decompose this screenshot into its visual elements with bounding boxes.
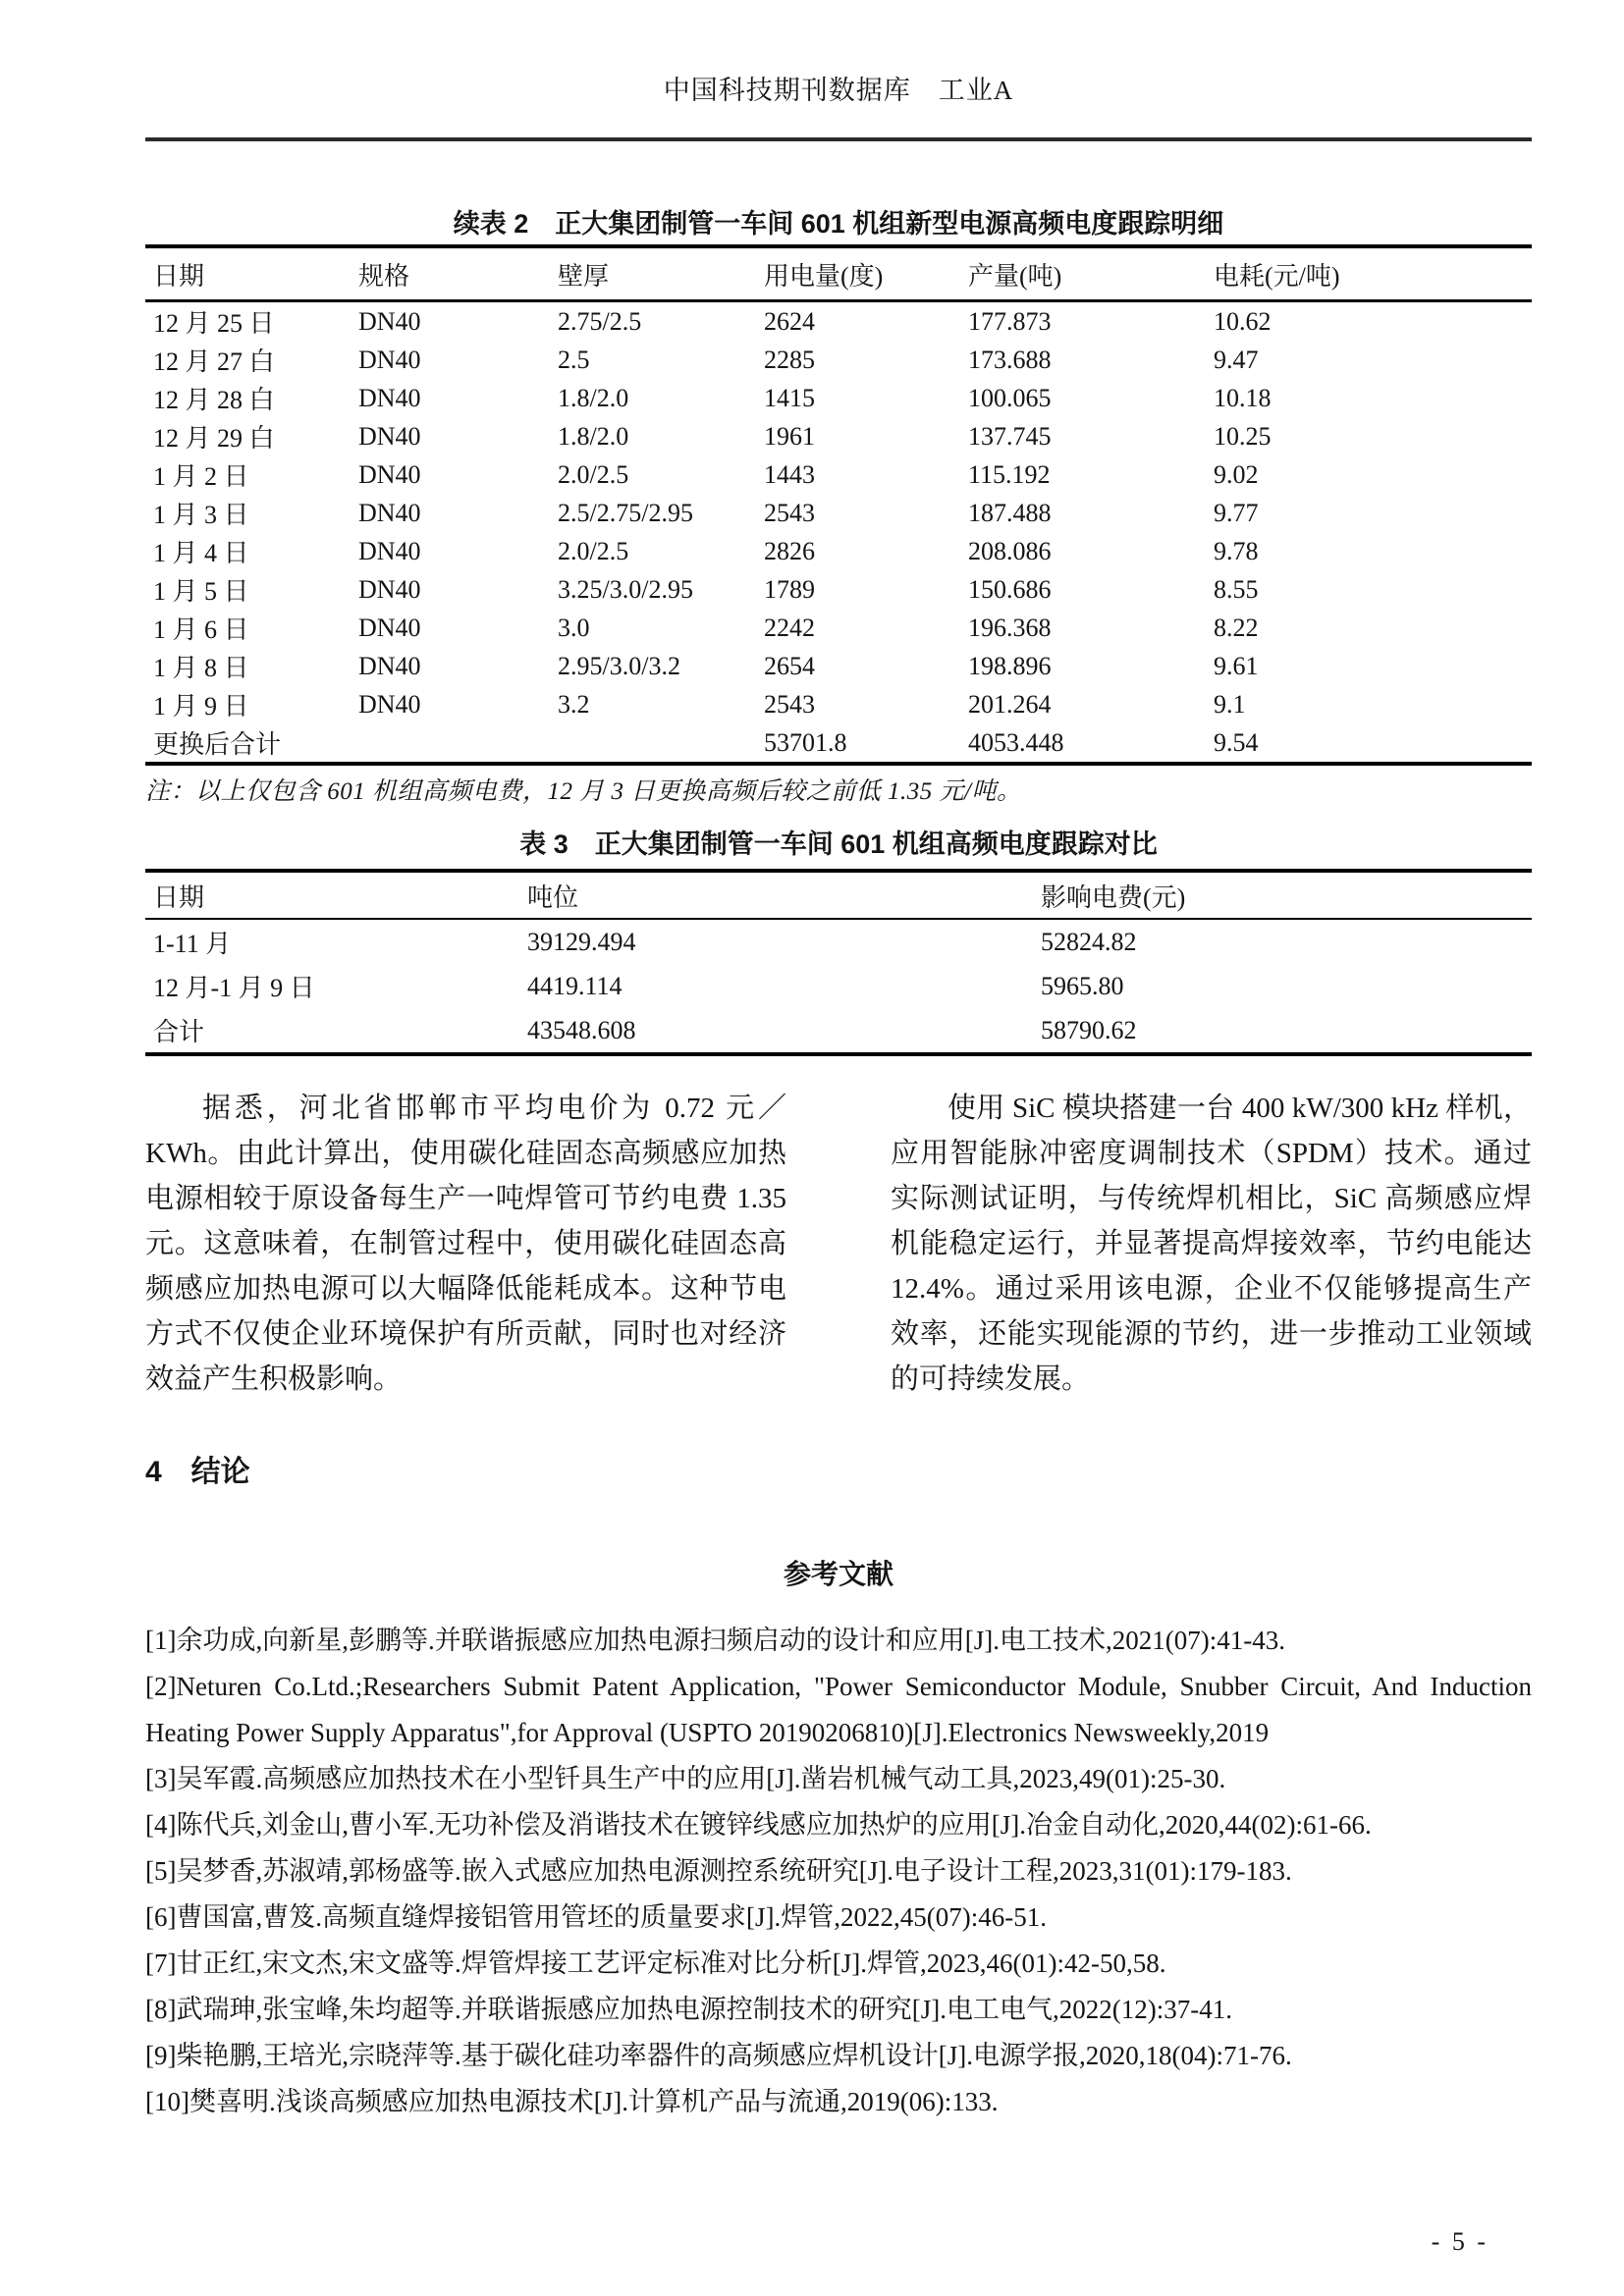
- cell-wall-thickness: 2.0/2.5: [558, 536, 629, 565]
- cell-energy-cost: 10.62: [1214, 306, 1272, 336]
- cell-power-consumption: 2624: [764, 306, 815, 336]
- reference-item: [8]武瑞珅,张宝峰,朱均超等.并联谐振感应加热电源控制技术的研究[J].电工电气,2022(12):37-41.: [145, 1995, 1232, 2024]
- cell-power-consumption: 2826: [764, 536, 815, 565]
- cell-power-consumption: 2543: [764, 689, 815, 719]
- reference-item: [6]曹国富,曹笈.高频直缝焊接铝管用管坯的质量要求[J].焊管,2022,45(07):46-51.: [145, 1902, 1047, 1932]
- column-header-output: 产量(吨): [968, 246, 1214, 301]
- table-row: [145, 570, 1532, 609]
- references-list: [145, 1618, 1532, 2125]
- reference-item: [10]樊喜明.浅谈高频感应加热电源技术[J].计算机产品与流通,2019(06):133.: [145, 2087, 999, 2116]
- cell-output: 100.065: [968, 383, 1052, 412]
- cell-energy-cost: 9.61: [1214, 651, 1259, 680]
- cell-date: 12 月-1 月 9 日: [153, 974, 315, 1002]
- table-row: [145, 417, 1532, 455]
- cell-spec: DN40: [358, 421, 421, 451]
- cell-spec: DN40: [358, 345, 421, 374]
- cell-spec: DN40: [358, 306, 421, 336]
- reference-item: [7]甘正红,宋文杰,宋文盛等.焊管焊接工艺评定标准对比分析[J].焊管,2023,46(01):42-50,58.: [145, 1949, 1166, 1978]
- cell-spec: DN40: [358, 383, 421, 412]
- cell-wall-thickness: 2.5: [558, 345, 590, 374]
- cell-date: 1 月 5 日: [153, 577, 249, 606]
- cell-tonnage: 43548.608: [527, 1015, 636, 1044]
- table3-title: 表 3 正大集团制管一车间 601 机组高频电度跟踪对比: [519, 829, 1158, 859]
- cell-date: 1 月 8 日: [153, 654, 249, 682]
- table-row: [145, 919, 1532, 964]
- table-row: [145, 532, 1532, 570]
- cell-energy-cost: 8.22: [1214, 613, 1259, 642]
- table2-body: [145, 301, 1532, 765]
- cell-date: 1-11 月: [153, 930, 232, 958]
- column-header-energy-cost: 电耗(元/吨): [1214, 246, 1532, 301]
- cell-wall-thickness: 2.0/2.5: [558, 459, 629, 489]
- column-header-power-consumption: 用电量(度): [764, 246, 968, 301]
- table-row: [145, 685, 1532, 723]
- table-row: [145, 455, 1532, 494]
- cell-power-consumption: 1961: [764, 421, 815, 451]
- column-header-spec: 规格: [358, 246, 558, 301]
- cell-energy-cost: 9.54: [1214, 727, 1259, 757]
- cell-energy-cost: 9.77: [1214, 498, 1259, 527]
- cell-energy-cost: 10.25: [1214, 421, 1272, 451]
- table-row: [145, 494, 1532, 532]
- cell-wall-thickness: 3.25/3.0/2.95: [558, 574, 693, 604]
- table-row: [145, 964, 1532, 1008]
- cell-power-consumption: 2285: [764, 345, 815, 374]
- cell-tonnage: 39129.494: [527, 927, 636, 956]
- body-text: [145, 1086, 1532, 1402]
- paragraph-right-column: 使用 SiC 模块搭建一台 400 kW/300 kHz 样机，应用智能脉冲密度调制技术（SPDM）技术。通过实际测试证明，与传统焊机相比，SiC 高频感应焊机能稳定运行，并显著提高焊接效率，节约电能达 12.4%。通过采用该电源，企业不仅能够提高生产效率，还能实现能源的节约，进一步推动工业领域的可持续发展。: [891, 1093, 1532, 1395]
- cell-spec: DN40: [358, 498, 421, 527]
- cell-output: 150.686: [968, 574, 1052, 604]
- cell-tonnage: 4419.114: [527, 971, 623, 1000]
- cell-energy-cost: 9.1: [1214, 689, 1246, 719]
- column-header-tonnage: 吨位: [527, 871, 1041, 919]
- reference-item: [2]Neturen Co.Ltd.;Researchers Submit Patent Application, "Power Semiconductor Module, Snubber Circuit, And Induction Heating Power Supply Apparatus",for Approval (USPTO 20190206810)[J].Electronics Newsweekly,2019: [145, 1672, 1532, 1747]
- column-header-wall-thickness: 壁厚: [558, 246, 764, 301]
- cell-power-consumption: 1415: [764, 383, 815, 412]
- cell-wall-thickness: 2.75/2.5: [558, 306, 642, 336]
- cell-power-consumption: 2543: [764, 498, 815, 527]
- cell-wall-thickness: 2.5/2.75/2.95: [558, 498, 693, 527]
- table-row: [145, 1008, 1532, 1054]
- table2-header-row: [145, 246, 1532, 301]
- cell-power-consumption: 1443: [764, 459, 815, 489]
- table2: [145, 244, 1532, 766]
- cell-output: 201.264: [968, 689, 1052, 719]
- cell-energy-cost: 9.02: [1214, 459, 1259, 489]
- cell-date: 12 月 28 白: [153, 386, 275, 414]
- reference-item: [4]陈代兵,刘金山,曹小军.无功补偿及消谐技术在镀锌线感应加热炉的应用[J].冶金自动化,2020,44(02):61-66.: [145, 1810, 1372, 1840]
- cell-date: 1 月 9 日: [153, 692, 249, 721]
- cell-date: 12 月 25 日: [153, 309, 275, 338]
- cell-output: 187.488: [968, 498, 1052, 527]
- cell-affected-cost: 5965.80: [1041, 971, 1124, 1000]
- cell-wall-thickness: 3.0: [558, 613, 590, 642]
- cell-output: 137.745: [968, 421, 1052, 451]
- cell-wall-thickness: 1.8/2.0: [558, 421, 629, 451]
- cell-wall-thickness: [558, 723, 764, 764]
- cell-date: 更换后合计: [153, 730, 282, 759]
- header-divider: [145, 137, 1532, 141]
- table-row: [145, 609, 1532, 647]
- paragraph-left-column: 据悉，河北省邯郸市平均电价为 0.72 元／KWh。由此计算出，使用碳化硅固态高频感应加热电源相较于原设备每生产一吨焊管可节约电费 1.35 元。这意味着，在制管过程中，使用碳化硅固态高频感应加热电源可以大幅降低能耗成本。这种节电方式不仅使企业环境保护有所贡献，同时也对经济效益产生积极影响。: [145, 1093, 786, 1395]
- cell-affected-cost: 52824.82: [1041, 927, 1137, 956]
- cell-output: 198.896: [968, 651, 1052, 680]
- references-heading: 参考文献: [783, 1559, 893, 1589]
- cell-output: 208.086: [968, 536, 1052, 565]
- reference-item: [5]吴梦香,苏淑靖,郭杨盛等.嵌入式感应加热电源测控系统研究[J].电子设计工程,2023,31(01):179-183.: [145, 1856, 1292, 1886]
- table3-header-row: [145, 871, 1532, 919]
- cell-spec: DN40: [358, 574, 421, 604]
- reference-item: [9]柴艳鹏,王培光,宗晓萍等.基于碳化硅功率器件的高频感应焊机设计[J].电源学报,2020,18(04):71-76.: [145, 2041, 1292, 2070]
- table-row: [145, 301, 1532, 342]
- table-row: [145, 647, 1532, 685]
- table2-title: 续表 2 正大集团制管一车间 601 机组新型电源高频电度跟踪明细: [453, 209, 1224, 239]
- table-row: [145, 723, 1532, 764]
- column-header-affected-cost: 影响电费(元): [1041, 871, 1532, 919]
- cell-spec: DN40: [358, 689, 421, 719]
- cell-wall-thickness: 1.8/2.0: [558, 383, 629, 412]
- cell-power-consumption: 2654: [764, 651, 815, 680]
- cell-output: 4053.448: [968, 727, 1064, 757]
- column-header-date: 日期: [145, 246, 358, 301]
- cell-output: 177.873: [968, 306, 1052, 336]
- reference-item: [3]吴军霞.高频感应加热技术在小型钎具生产中的应用[J].凿岩机械气动工具,2023,49(01):25-30.: [145, 1764, 1226, 1793]
- cell-date: 合计: [153, 1018, 205, 1046]
- cell-output: 173.688: [968, 345, 1052, 374]
- cell-power-consumption: 1789: [764, 574, 815, 604]
- cell-power-consumption: 2242: [764, 613, 815, 642]
- cell-date: 1 月 4 日: [153, 539, 249, 567]
- cell-output: 196.368: [968, 613, 1052, 642]
- journal-header: 中国科技期刊数据库 工业A: [663, 76, 1014, 105]
- table3: [145, 869, 1532, 1056]
- cell-energy-cost: 9.78: [1214, 536, 1259, 565]
- cell-spec: DN40: [358, 536, 421, 565]
- column-header-date: 日期: [145, 871, 527, 919]
- conclusion-heading: 4 结论: [145, 1456, 250, 1488]
- cell-wall-thickness: 3.2: [558, 689, 590, 719]
- table-row: [145, 379, 1532, 417]
- cell-energy-cost: 10.18: [1214, 383, 1272, 412]
- reference-item: [1]余功成,向新星,彭鹏等.并联谐振感应加热电源扫频启动的设计和应用[J].电工技术,2021(07):41-43.: [145, 1626, 1285, 1655]
- cell-date: 12 月 27 白: [153, 347, 275, 376]
- page-number: - 5 -: [1431, 2227, 1489, 2256]
- cell-output: 115.192: [968, 459, 1051, 489]
- cell-spec: [358, 723, 558, 764]
- table3-body: [145, 919, 1532, 1054]
- cell-date: 1 月 6 日: [153, 615, 249, 644]
- table2-note: 注：以上仅包含 601 机组高频电费，12 月 3 日更换高频后较之前低 1.35 元/吨。: [145, 778, 1022, 805]
- cell-date: 1 月 2 日: [153, 462, 249, 491]
- cell-date: 12 月 29 白: [153, 424, 275, 453]
- cell-power-consumption: 53701.8: [764, 727, 847, 757]
- cell-energy-cost: 8.55: [1214, 574, 1259, 604]
- cell-affected-cost: 58790.62: [1041, 1015, 1137, 1044]
- cell-spec: DN40: [358, 651, 421, 680]
- cell-wall-thickness: 2.95/3.0/3.2: [558, 651, 680, 680]
- cell-spec: DN40: [358, 613, 421, 642]
- cell-date: 1 月 3 日: [153, 501, 249, 529]
- cell-energy-cost: 9.47: [1214, 345, 1259, 374]
- cell-spec: DN40: [358, 459, 421, 489]
- table-row: [145, 341, 1532, 379]
